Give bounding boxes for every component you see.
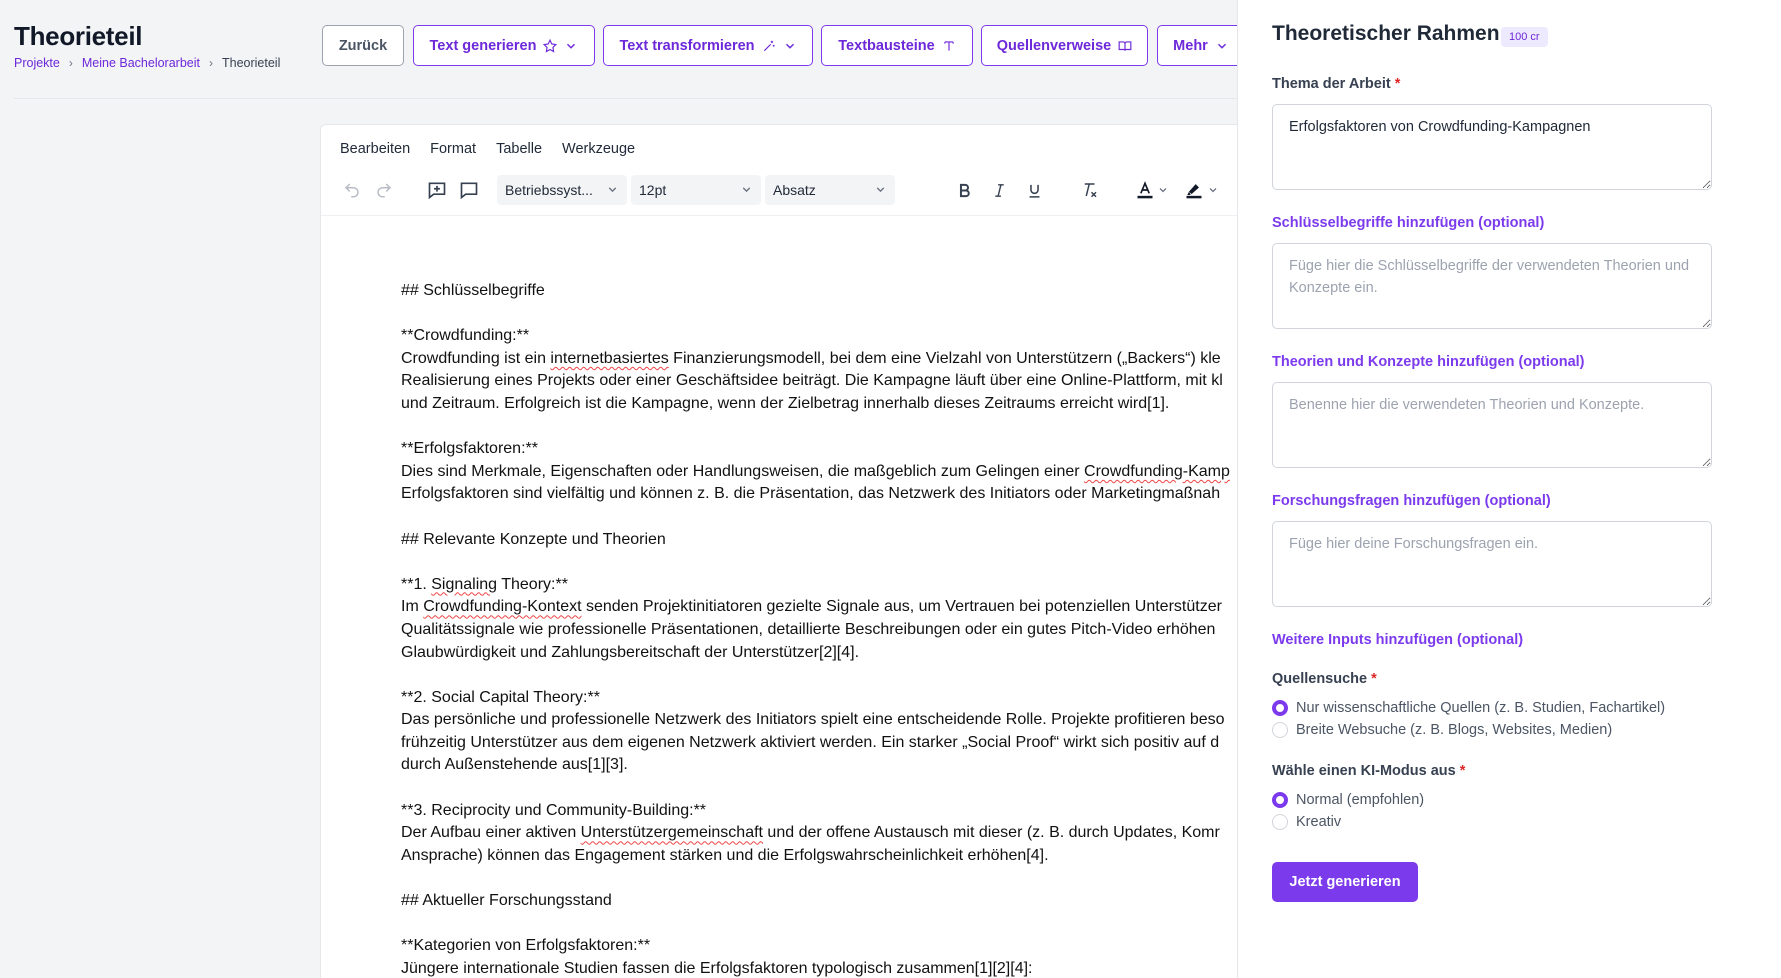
editor-blank-line	[401, 506, 1237, 529]
breadcrumb	[14, 56, 280, 70]
editor-line: Erfolgsfaktoren sind vielfältig und können z. B. die Präsentation, das Netzwerk des Initiators oder Marketingmaßnah	[401, 485, 1221, 503]
breadcrumb-thesis[interactable]: Meine Bachelorarbeit	[81, 56, 200, 70]
editor-blank-line	[401, 664, 1237, 687]
chevron-down-icon	[874, 183, 887, 196]
theories-textarea[interactable]	[1272, 382, 1712, 468]
editor-line: **Kategorien von Erfolgsfaktoren:**	[401, 937, 651, 955]
panel-title: Theoretischer Rahmen	[1272, 22, 1500, 45]
radio-unselected[interactable]	[1272, 814, 1288, 830]
mode-option-normal[interactable]	[1272, 792, 1424, 808]
editor-line: **3. Reciprocity und Community-Building:**	[401, 801, 707, 819]
editor-line: frühzeitig Unterstützer aus dem eigenen Netzwerk aktiviert werden. Ein starker „Social Proof“ wirkt sich positiv auf d	[401, 733, 1220, 751]
theories-label[interactable]: Theorien und Konzepte hinzufügen (optional)	[1272, 354, 1585, 370]
editor-line: **1. Signaling Theory:**	[401, 575, 568, 593]
more-inputs-link[interactable]: Weitere Inputs hinzufügen (optional)	[1272, 632, 1524, 648]
menu-tools[interactable]: Werkzeuge	[562, 141, 636, 157]
editor-line: Dies sind Merkmale, Eigenschaften oder Handlungsweisen, die maßgeblich zum Gelingen einer Crowdfunding-Kamp	[401, 462, 1230, 480]
topic-label-text: Thema der Arbeit	[1272, 76, 1391, 92]
menu-table[interactable]: Tabelle	[496, 141, 543, 157]
font-size-select[interactable]	[631, 175, 761, 205]
keywords-textarea[interactable]	[1272, 243, 1712, 329]
mode-label-text: Wähle einen KI-Modus aus	[1272, 763, 1456, 779]
editor-line: und Zeitraum. Erfolgreich ist die Kampagne, wenn der Zielbetrag innerhalb dieses Zeitraums erreicht wird[1].	[401, 394, 1170, 412]
text-blocks-button[interactable]	[821, 25, 973, 66]
topic-textarea[interactable]	[1272, 104, 1712, 190]
block-format-select[interactable]	[765, 175, 895, 205]
editor-line: Qualitätssignale wie professionelle Präsentationen, detaillierte Beschreibungen oder ein gutes Pitch-Video erhöhen	[401, 620, 1216, 638]
block-format-value: Absatz	[773, 182, 816, 198]
source-option-scientific[interactable]	[1272, 700, 1665, 716]
mode-option-creative[interactable]	[1272, 814, 1341, 830]
chevron-down-icon	[740, 183, 753, 196]
editor-line: **Erfolgsfaktoren:**	[401, 440, 538, 458]
font-size-value: 12pt	[639, 182, 667, 198]
editor-menubar	[340, 141, 635, 157]
credit-badge: 100 cr	[1501, 27, 1548, 47]
transform-text-label: Text transformieren	[619, 37, 755, 54]
chevron-right-icon: ›	[68, 56, 73, 70]
add-comment-icon[interactable]	[424, 177, 450, 203]
comment-icon[interactable]	[456, 177, 482, 203]
topic-label	[1272, 76, 1400, 92]
clear-formatting-icon[interactable]	[1077, 177, 1103, 203]
editor-line: ## Relevante Konzepte und Theorien	[401, 530, 666, 548]
more-button[interactable]	[1157, 25, 1237, 66]
editor-blank-line	[401, 416, 1237, 439]
redo-icon[interactable]	[371, 177, 397, 203]
highlight-color-icon[interactable]	[1181, 177, 1207, 203]
references-label: Quellenverweise	[996, 37, 1112, 54]
editor-line: Glaubwürdigkeit und Zahlungsbereitschaft der Unterstützer[2][4].	[401, 643, 860, 661]
header-divider	[14, 98, 1237, 99]
editor-line: Realisierung eines Projekts oder einer Geschäftsidee beiträgt. Die Kampagne läuft über eine Online-Plattform, mit kl	[401, 372, 1223, 390]
required-marker: *	[1371, 671, 1377, 687]
radio-unselected[interactable]	[1272, 722, 1288, 738]
editor-line: Der Aufbau einer aktiven Unterstützergemeinschaft und der offene Austausch mit dieser (z. B. durch Updates, Komr	[401, 824, 1220, 842]
editor-line: Ansprache) können das Engagement stärken und die Erfolgswahrscheinlichkeit erhöhen[4].	[401, 846, 1049, 864]
toolbar-divider	[321, 215, 1237, 216]
back-button[interactable]	[322, 25, 404, 66]
editor-blank-line	[401, 867, 1237, 890]
theory-panel	[1237, 0, 1781, 978]
star-icon	[543, 39, 557, 53]
questions-textarea[interactable]	[1272, 521, 1712, 607]
menu-edit[interactable]: Bearbeiten	[340, 141, 411, 157]
chevron-down-icon	[606, 183, 619, 196]
source-option-label: Nur wissenschaftliche Quellen (z. B. Studien, Fachartikel)	[1296, 700, 1666, 716]
text-blocks-label: Textbausteine	[838, 37, 935, 54]
questions-label[interactable]: Forschungsfragen hinzufügen (optional)	[1272, 493, 1551, 509]
spellcheck-word: Crowdfunding-Kontext	[423, 598, 582, 616]
bold-icon[interactable]	[951, 177, 977, 203]
chevron-down-icon	[783, 39, 797, 53]
editor-line: ## Schlüsselbegriffe	[401, 282, 545, 299]
radio-selected[interactable]	[1272, 700, 1288, 716]
breadcrumb-projects[interactable]: Projekte	[14, 56, 60, 70]
editor-line: Crowdfunding ist ein internetbasiertes Finanzierungsmodell, bei dem eine Vielzahl von Unterstützern („Backers“) kle	[401, 349, 1221, 367]
transform-text-button[interactable]	[603, 25, 813, 66]
references-button[interactable]	[981, 25, 1148, 66]
editor-line: **2. Social Capital Theory:**	[401, 688, 600, 706]
menu-format[interactable]: Format	[430, 141, 477, 157]
mode-option-label: Normal (empfohlen)	[1296, 792, 1425, 808]
required-marker: *	[1394, 76, 1401, 92]
editor-line: Im Crowdfunding-Kontext senden Projektinitiatoren gezielte Signale aus, um Vertrauen bei potenziellen Unterstützer	[401, 598, 1222, 616]
font-family-value: Betriebssyst...	[505, 182, 593, 198]
text-type-icon	[942, 39, 956, 53]
undo-icon[interactable]	[339, 177, 365, 203]
mode-option-label: Kreativ	[1296, 814, 1342, 830]
editor-content[interactable]	[401, 280, 1237, 978]
back-label: Zurück	[338, 37, 388, 54]
editor-line: ## Aktueller Forschungsstand	[401, 892, 612, 910]
book-open-icon	[1118, 39, 1132, 53]
page-title: Theorieteil	[14, 21, 143, 51]
source-label-text: Quellensuche	[1272, 671, 1368, 687]
source-label	[1272, 671, 1377, 687]
editor-line: Jüngere internationale Studien fassen die Erfolgsfaktoren typologisch zusammen[1][2][4]:	[401, 959, 1033, 977]
chevron-down-icon[interactable]	[1205, 177, 1221, 203]
italic-icon[interactable]	[986, 177, 1012, 203]
editor-line: **Crowdfunding:**	[401, 327, 530, 345]
spellcheck-word: Unterstützergemeinschaft	[580, 824, 763, 842]
spellcheck-word: Crowdfunding-Kamp	[1084, 462, 1230, 480]
editor-blank-line	[401, 551, 1237, 574]
keywords-label[interactable]: Schlüsselbegriffe hinzufügen (optional)	[1272, 215, 1545, 231]
mode-label	[1272, 763, 1465, 779]
text-editor[interactable]	[320, 124, 1237, 978]
editor-toolbar	[321, 169, 1237, 213]
underline-icon[interactable]	[1021, 177, 1047, 203]
editor-blank-line	[401, 777, 1237, 800]
magic-wand-icon	[762, 39, 776, 53]
source-option-label: Breite Websuche (z. B. Blogs, Websites, Medien)	[1296, 722, 1613, 738]
editor-blank-line	[401, 913, 1237, 936]
required-marker: *	[1459, 763, 1466, 779]
breadcrumb-current: Theorieteil	[221, 56, 281, 70]
more-label: Mehr	[1173, 37, 1208, 54]
font-family-select[interactable]	[497, 175, 627, 205]
editor-blank-line	[401, 303, 1237, 326]
radio-selected[interactable]	[1272, 792, 1288, 808]
editor-line: durch Außenstehende aus[1][3].	[401, 756, 628, 774]
chevron-down-icon	[564, 39, 578, 53]
source-option-web[interactable]	[1272, 722, 1612, 738]
generate-text-label: Text generieren	[429, 37, 537, 54]
spellcheck-word: Signaling	[431, 575, 498, 593]
chevron-down-icon	[1215, 39, 1229, 53]
generate-text-button[interactable]	[413, 25, 595, 66]
generate-now-button[interactable]: Jetzt generieren	[1272, 862, 1418, 902]
spellcheck-word: internetbasiertes	[550, 349, 669, 367]
chevron-right-icon: ›	[208, 56, 213, 70]
editor-line: Das persönliche und professionelle Netzwerk des Initiators spielt eine entscheidende Rolle. Projekte profitieren beso	[401, 711, 1225, 729]
chevron-down-icon[interactable]	[1155, 177, 1171, 203]
